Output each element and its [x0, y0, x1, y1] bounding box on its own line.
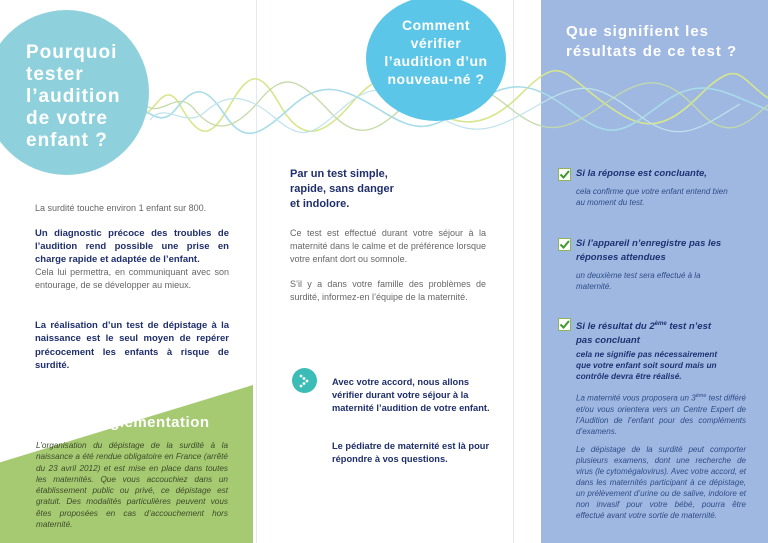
result-no-response-question: Si l’appareil n’enregistre pas les réponses attendues	[576, 238, 722, 263]
panel3-title: Que signifient les résultats de ce test ?	[566, 23, 738, 60]
family-history-text: S’il y a dans votre famille des problèmes de surdité, informez-en l’équipe de la maternité.	[290, 279, 486, 302]
consent-callout: Avec votre accord, nous allons vérifier durant votre séjour à la maternité l’audition de votre enfant.	[332, 377, 490, 413]
fold-line	[513, 0, 514, 543]
result-no-response-answer: un deuxième test sera effectué à la maternité.	[576, 271, 701, 291]
result-conclusive-answer: cela confirme que votre enfant entend bien au moment du test.	[576, 187, 728, 207]
checkbox-check-icon	[558, 168, 571, 181]
result-second-test-question: Si le résultat du 2ème test n’est pas concluant	[576, 321, 712, 347]
arrow-badge-icon	[292, 368, 317, 393]
test-description: Ce test est effectué durant votre séjour à la maternité dans le calme et de préférence lorsque votre enfant dort ou somnole.	[290, 228, 486, 264]
checkbox-check-icon	[558, 238, 571, 251]
fold-line	[256, 0, 257, 543]
checkbox-check-icon	[558, 318, 571, 331]
pediatrician-callout: Le pédiatre de maternité est là pour répondre à vos questions.	[332, 441, 490, 464]
diagnosis-bold: Un diagnostic précoce des troubles de l’audition rend possible une prise en charge rapide et adaptée de l’enfant.	[35, 228, 229, 265]
panel2-title: Comment vérifier l’audition d’un nouveau-né ?	[384, 17, 488, 87]
regulation-title: Réglementation	[90, 414, 210, 431]
test-headline: Par un test simple, rapide, sans danger et indolore.	[290, 168, 394, 210]
regulation-text: L’organisation du dépistage de la surdité à la naissance a été rendue obligatoire en France (arrêté du 23 avril 2012) et est mise en place dans toutes les maternités. Que vous accouchiez dans un établissement public ou privé, ce dépistage est gratuit. Des modalités particulières peuvent vous êtes proposées en cas d’accouchement hors maternité.	[36, 441, 228, 530]
result-third-test-text: La maternité vous proposera un 3ème test différé et/ou vous orientera vers un Centre Expert de l’Audition de l’enfant pour des compléments d’examens.	[576, 393, 746, 436]
cytomegalovirus-text: Le dépistage de la surdité peut comporter plusieurs examens, dont une recherche de virus (le cytomégalovirus). Avec votre accord, et dans les maternités participant à ce dépistage, un prélèvement d’urine ou de salive, indolore et non invasif pour votre bébé, pourra être effectué avant votre sortie de maternité.	[576, 445, 746, 520]
result-conclusive-question: Si la réponse est concluante,	[576, 168, 707, 179]
panel1-title: Pourquoi tester l’audition de votre enfant ?	[26, 42, 121, 151]
diagnosis-text: Cela lui permettra, en communiquant avec son entourage, de se développer au mieux.	[35, 267, 229, 290]
intro-text: La surdité touche environ 1 enfant sur 800.	[35, 203, 207, 213]
result-second-test-bold: cela ne signifie pas nécessairement que votre enfant soit sourd mais un contrôle devra être réalisé.	[576, 349, 718, 381]
screening-highlight: La réalisation d’un test de dépistage à la naissance est le seul moyen de repérer précocement les enfants à risque de surdité.	[35, 320, 229, 372]
